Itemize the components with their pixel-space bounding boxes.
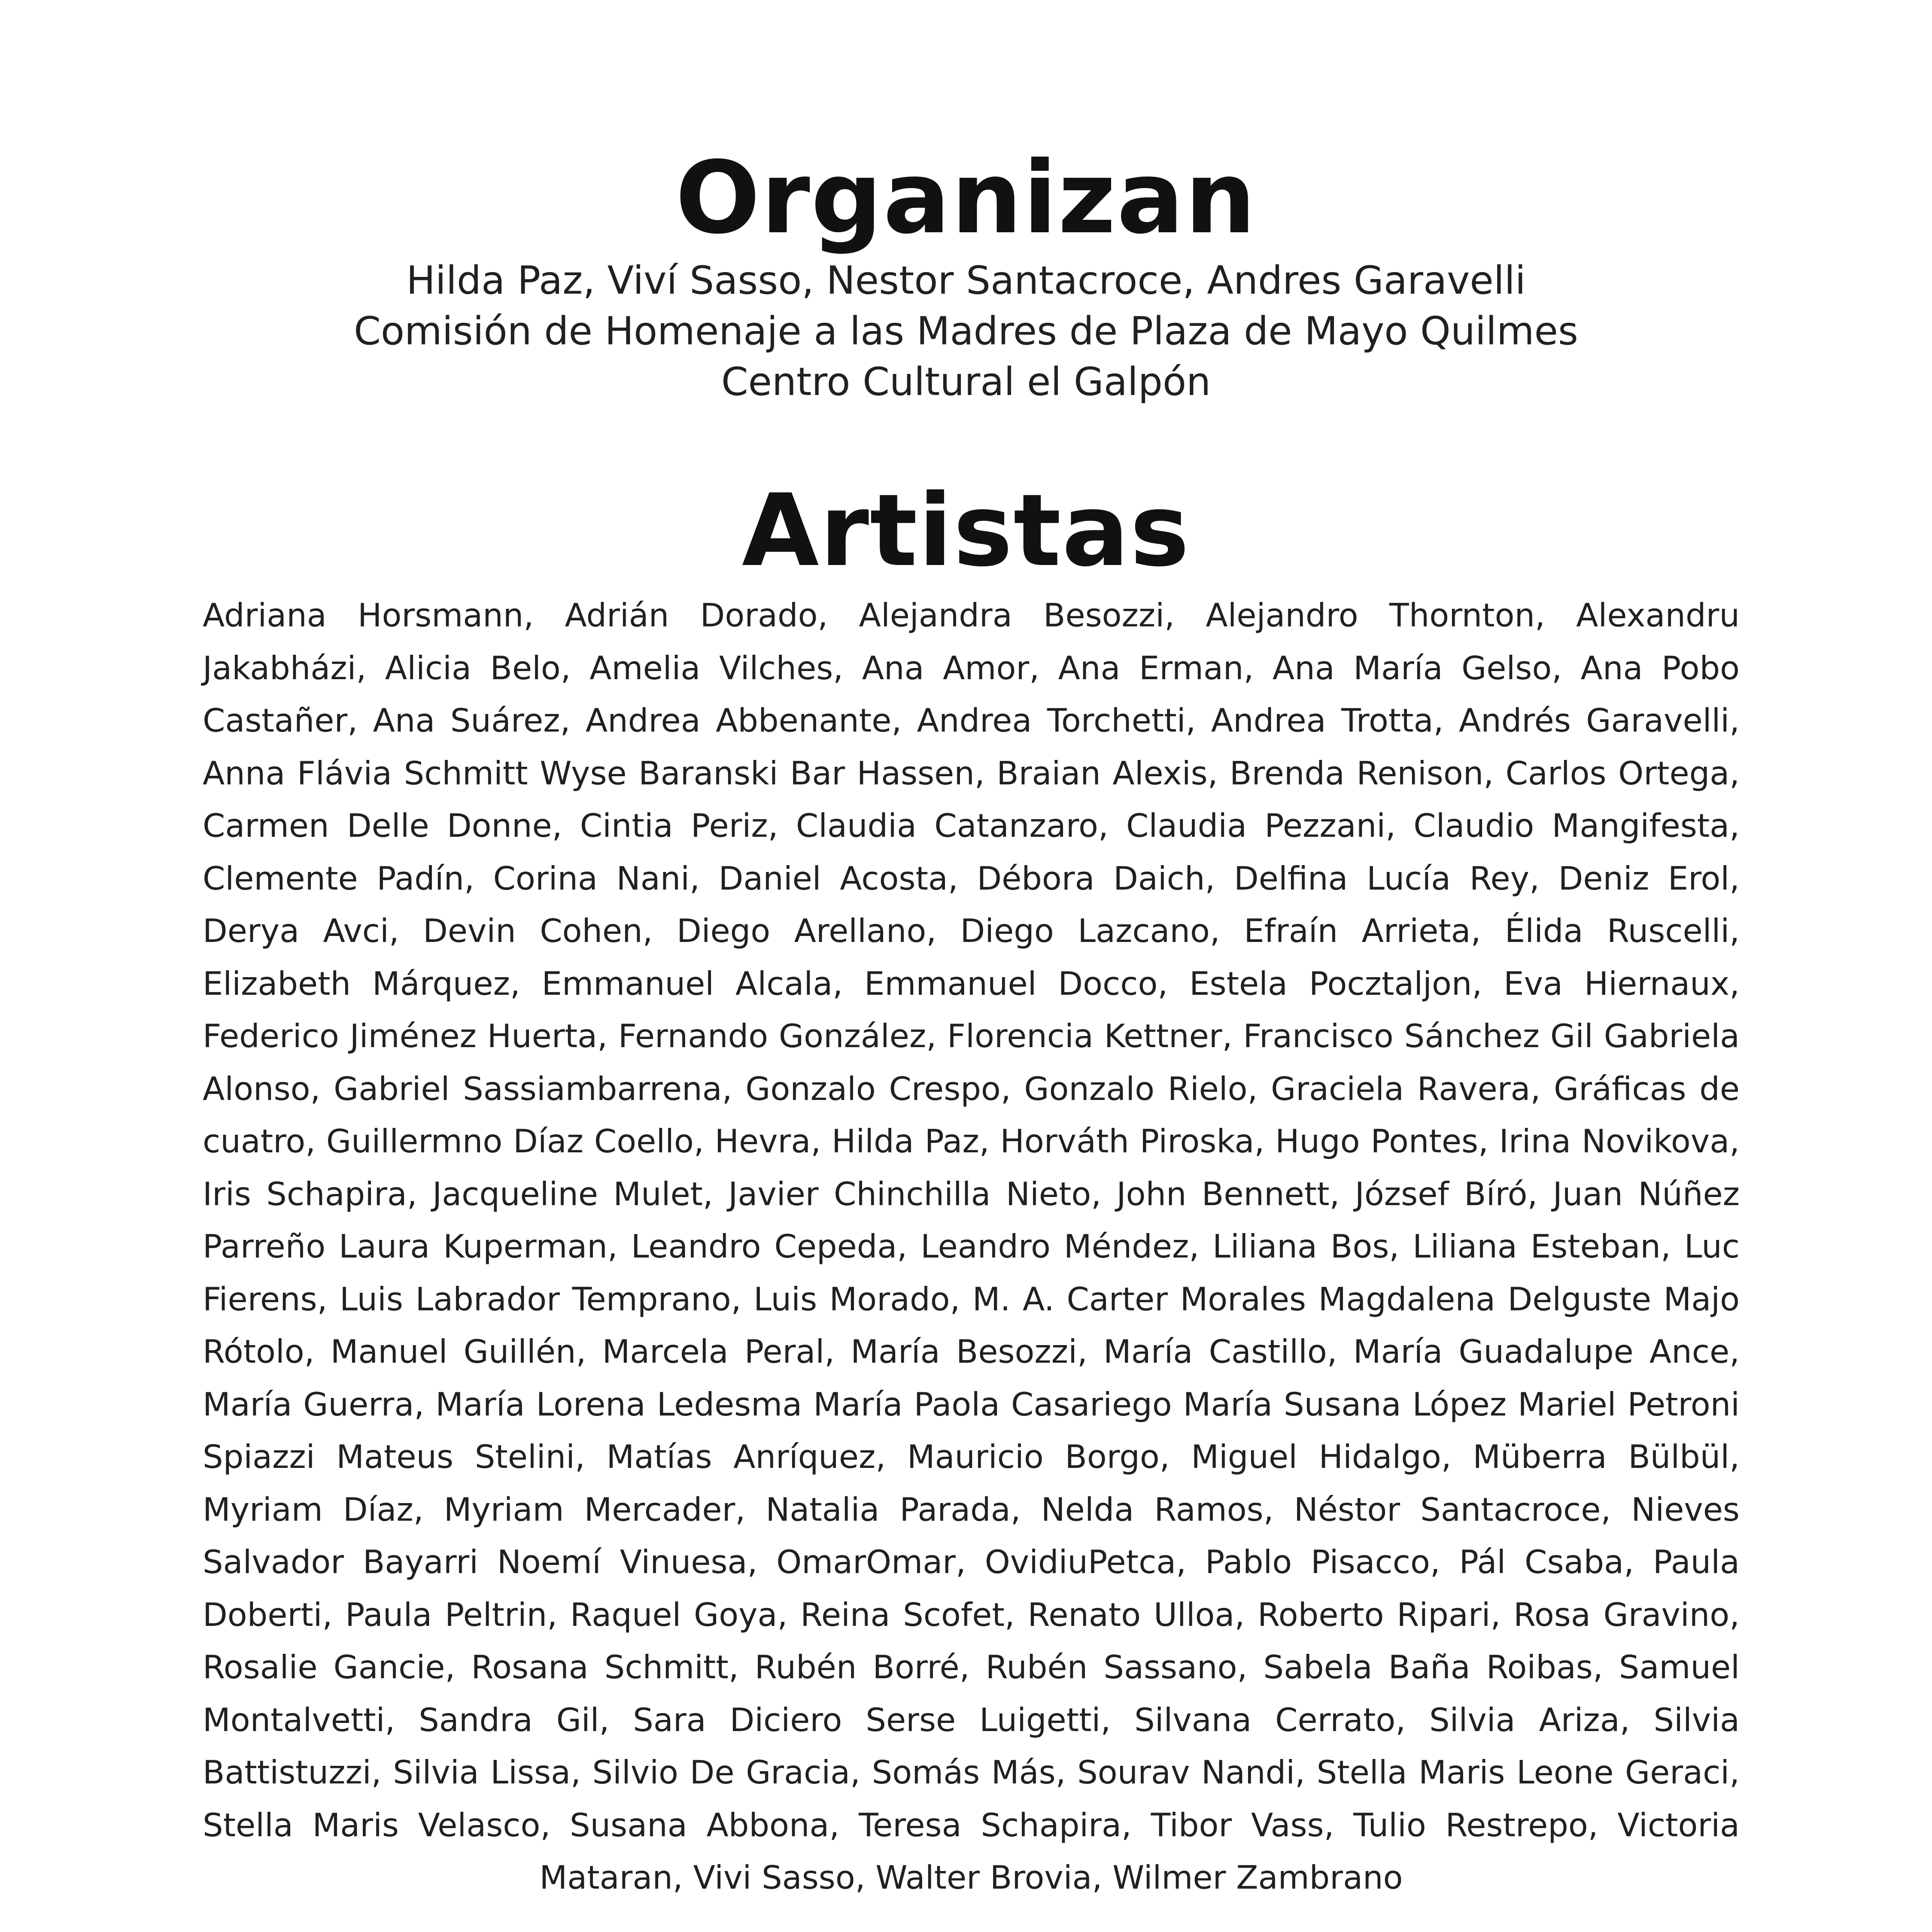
organizers-line-commission: Comisión de Homenaje a las Madres de Plaza de Mayo Quilmes xyxy=(354,309,1578,354)
artistas-heading: Artistas xyxy=(741,473,1191,589)
organizan-heading: Organizan xyxy=(675,140,1257,256)
organizers-line-people: Hilda Paz, Viví Sasso, Nestor Santacroce, Andres Garavelli xyxy=(406,258,1526,303)
organizers-line-cultural-center: Centro Cultural el Galpón xyxy=(721,359,1211,404)
organizers-list xyxy=(0,255,1932,407)
artists-list: Adriana Horsmann, Adrián Dorado, Alejandra Besozzi, Alejandro Thornton, Alexandru Jakabházi, Alicia Belo, Amelia Vilches, Ana Amor, Ana Erman, Ana María Gelso, Ana Pobo Castañer, Ana Suárez, Andrea Abbenante, Andrea Torchetti, Andrea Trotta, Andrés Garavelli, Anna Flávia Schmitt Wyse Baranski Bar Hassen, Braian Alexis, Brenda Renison, Carlos Ortega, Carmen Delle Donne, Cintia Periz, Claudia Catanzaro, Claudia Pezzani, Claudio Mangifesta, Clemente Padín, Corina Nani, Daniel Acosta, Débora Daich, Delfina Lucía Rey, Deniz Erol, Derya Avci, Devin Cohen, Diego Arellano, Diego Lazcano, Efraín Arrieta, Élida Ruscelli, Elizabeth Márquez, Emmanuel Alcala, Emmanuel Docco, Estela Pocztaljon, Eva Hiernaux, Federico Jiménez Huerta, Fernando González, Florencia Kettner, Francisco Sánchez Gil Gabriela Alonso, Gabriel Sassiambarrena, Gonzalo Crespo, Gonzalo Rielo, Graciela Ravera, Gráficas de cuatro, Guillermno Díaz Coello, Hevra, Hilda Paz, Horváth Piroska, Hugo Pontes, Irina Novikova, Iris Schapira, Jacqueline Mulet, Javier Chinchilla Nieto, John Bennett, József Bíró, Juan Núñez Parreño Laura Kuperman, Leandro Cepeda, Leandro Méndez, Liliana Bos, Liliana Esteban, Luc Fierens, Luis Labrador Temprano, Luis Morado, M. A. Carter Morales Magdalena Delguste Majo Rótolo, Manuel Guillén, Marcela Peral, María Besozzi, María Castillo, María Guadalupe Ance, María Guerra, María Lorena Ledesma María Paola Casariego María Susana López Mariel Petroni Spiazzi Mateus Stelini, Matías Anríquez, Mauricio Borgo, Miguel Hidalgo, Müberra Bülbül, Myriam Díaz, Myriam Mercader, Natalia Parada, Nelda Ramos, Néstor Santacroce, Nieves Salvador Bayarri Noemí Vinuesa, OmarOmar, OvidiuPetca, Pablo Pisacco, Pál Csaba, Paula Doberti, Paula Peltrin, Raquel Goya, Reina Scofet, Renato Ulloa, Roberto Ripari, Rosa Gravino, Rosalie Gancie, Rosana Schmitt, Rubén Borré, Rubén Sassano, Sabela Baña Roibas, Samuel Montalvetti, Sandra Gil, Sara Diciero Serse Luigetti, Silvana Cerrato, Silvia Ariza, Silvia Battistuzzi, Silvia Lissa, Silvio De Gracia, Somás Más, Sourav Nandi, Stella Maris Leone Geraci, Stella Maris Velasco, Susana Abbona, Teresa Schapira, Tibor Vass, Tulio Restrepo, Victoria Mataran, Vivi Sasso, Walter Brovia, Wilmer Zambrano xyxy=(203,596,1740,1896)
